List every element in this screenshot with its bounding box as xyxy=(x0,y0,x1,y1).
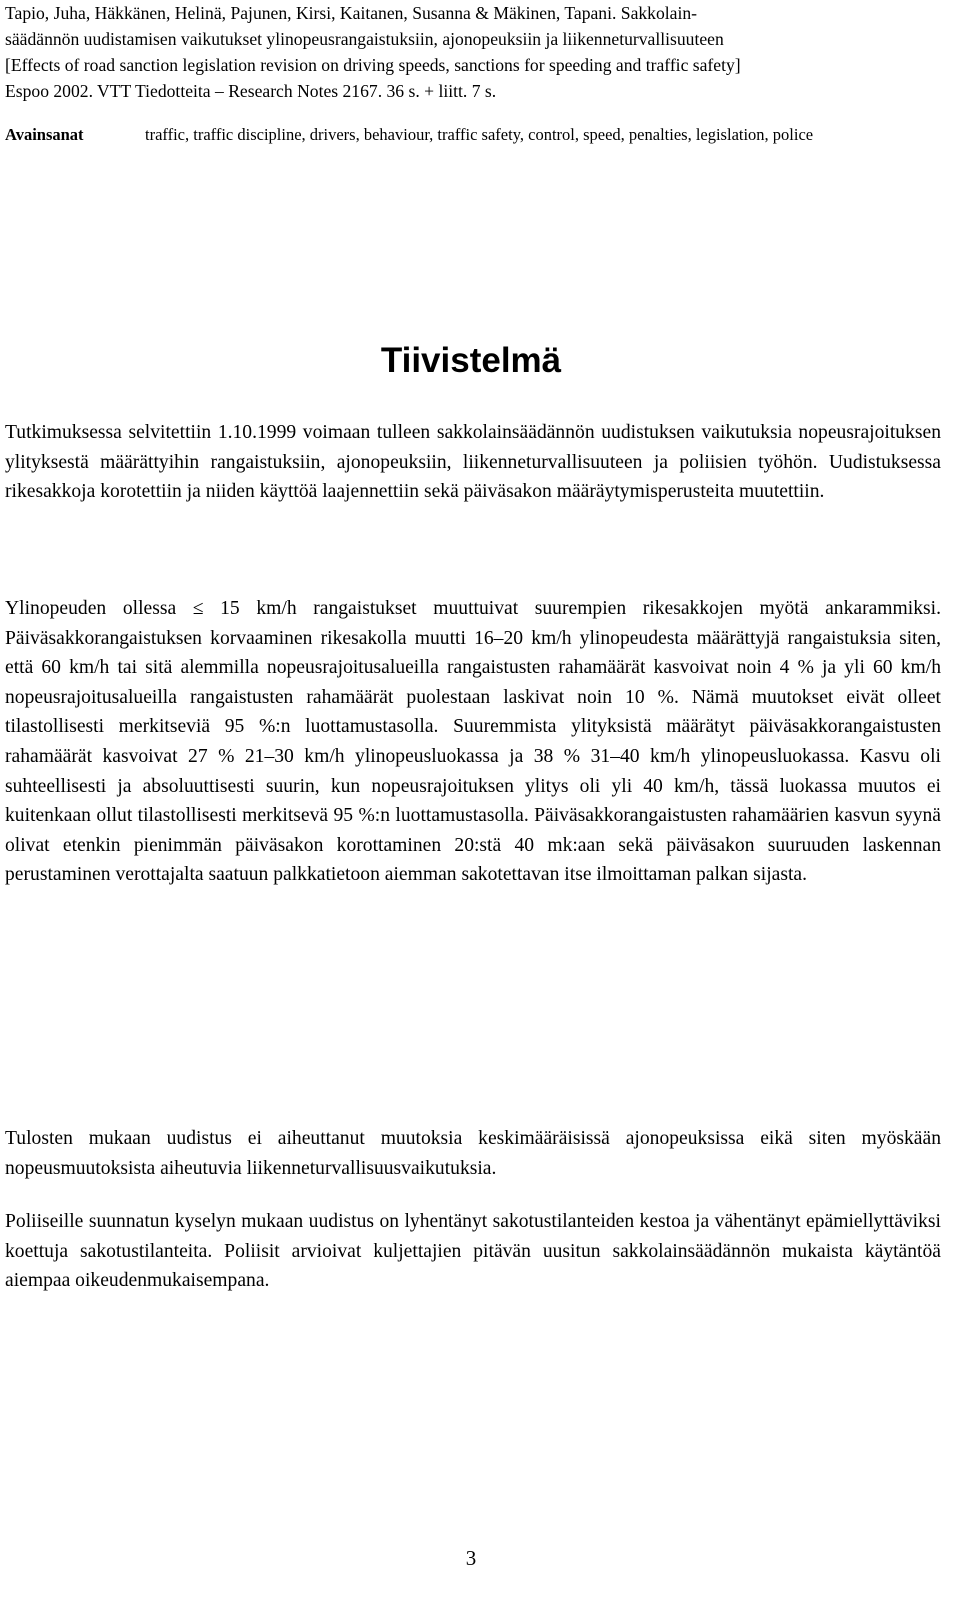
abstract-paragraph-4: Poliiseille suunnatun kyselyn mukaan uudistus on lyhentänyt sakotustilanteiden kestoa ja vähentänyt epämiellyttäviksi koettuja sakotustilanteita. Poliisit arvioivat kuljettajien pitävän uusitun sakkolainsäädännön mukaista käytäntöä aiempaa oikeudenmukaisempana. xyxy=(5,1211,941,1292)
reference-line-4: Espoo 2002. VTT Tiedotteita – Research Notes 2167. 36 s. + liitt. 7 s. xyxy=(5,81,497,101)
abstract-paragraph-3: Tulosten mukaan uudistus ei aiheuttanut muutoksia keskimääräisissä ajonopeuksissa eikä siten myöskään nopeusmuutoksista aiheutuvia liikenneturvallisuusvaikutuksia. xyxy=(5,1128,941,1179)
reference-line-3: [Effects of road sanction legislation revision on driving speeds, sanctions for speeding and traffic safety] xyxy=(5,55,741,75)
bibliographic-reference xyxy=(5,0,941,104)
page-number: 3 xyxy=(465,1546,477,1570)
reference-line-2: säädännön uudistamisen vaikutukset ylinopeusrangaistuksiin, ajonopeuksiin ja liikenneturvallisuuteen xyxy=(5,29,724,49)
reference-line-1: Tapio, Juha, Häkkänen, Helinä, Pajunen, Kirsi, Kaitanen, Susanna & Mäkinen, Tapani. Sakkolain- xyxy=(5,3,698,23)
abstract-paragraph-1: Tutkimuksessa selvitettiin 1.10.1999 voimaan tulleen sakkolainsäädännön uudistuksen vaikutuksia nopeusrajoituksen ylityksestä määrättyihin rangaistuksiin, ajonopeuksiin, liikenneturvallisuuteen ja poliisien työhön. Uudistuksessa rikesakkoja korotettiin ja niiden käyttöä laajennettiin sekä päiväsakon määräytymisperusteita muutettiin. xyxy=(5,422,941,503)
keywords-label: Avainsanat xyxy=(5,125,84,144)
abstract-paragraph-2: Ylinopeuden ollessa ≤ 15 km/h rangaistukset muuttuivat suurempien rikesakkojen myötä ankarammiksi. Päiväsakkorangaistuksen korvaaminen rikesakolla muutti 16–20 km/h ylinopeudesta määrättyjä rangaistuksia siten, että 60 km/h tai sitä alemmilla nopeusrajoitusalueilla rangaistusten rahamäärät kasvoivat noin 4 % ja yli 60 km/h nopeusrajoitusalueilla rangaistusten rahamäärät puolestaan laskivat noin 10 %. Nämä muutokset eivät olleet tilastollisesti merkitseviä 95 %:n luottamustasolla. Suuremmista ylityksistä määrätyt päiväsakkorangaistusten rahamäärät kasvoivat 27 % 21–30 km/h ylinopeusluokassa ja 38 % 31–40 km/h ylinopeusluokassa. Kasvu oli suhteellisesti ja absoluuttisesti suurin, kun nopeusrajoituksen ylitys oli yli 40 km/h, tässä luokassa muutos ei kuitenkaan ollut tilastollisesti merkitsevä 95 %:n luottamustasolla. Päiväsakkorangaistusten rahamäärien kasvun syynä olivat etenkin pienimmän päiväsakon korottaminen 20:stä 40 mk:aan sekä päiväsakon suuruuden laskennan perustaminen verottajalta saatuun palkkatietoon aiemman sakotettavan itse ilmoittaman palkan sijasta. xyxy=(5,598,941,886)
page-title: Tiivistelmä xyxy=(380,341,562,380)
keywords-text: traffic, traffic discipline, drivers, behaviour, traffic safety, control, speed, penalties, legislation, police xyxy=(145,125,814,144)
